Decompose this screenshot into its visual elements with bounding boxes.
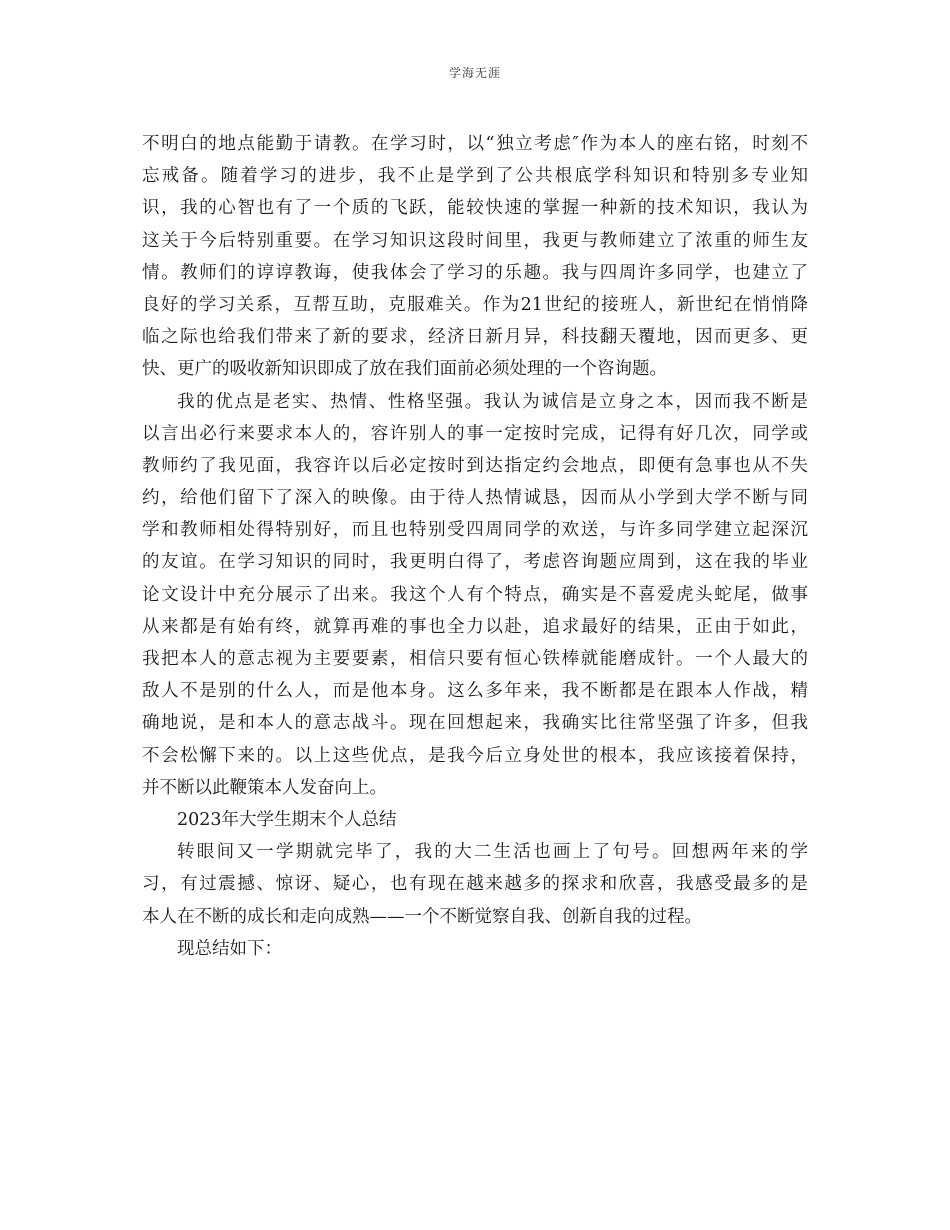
text-line: 忘戒备。随着学习的进步，我不止是学到了公共根底学科知识和特别多专业知 bbox=[142, 166, 808, 187]
text-line: 本人在不断的成长和走向成熟——一个不断觉察自我、创新自我的过程。 bbox=[142, 906, 702, 927]
text-line: 转眼间又一学期就完毕了，我的大二生活也画上了句号。回想两年来的学 bbox=[177, 842, 808, 863]
text-line: 我把本人的意志视为主要要素，相信只要有恒心铁棒就能磨成针。一个人最大的 bbox=[142, 649, 808, 669]
text-line: 不明白的地点能勤于请教。在学习时，以“独立考虑″作为本人的座右铭，时刻不 bbox=[142, 134, 808, 154]
text-line: 现总结如下： bbox=[177, 938, 282, 959]
text-line: 习，有过震撼、惊讶、疑心，也有现在越来越多的探求和欣喜，我感受最多的是 bbox=[142, 874, 808, 895]
text-line: 2023年大学生期末个人总结 bbox=[177, 809, 397, 830]
text-line: 学和教师相处得特别好，而且也特别受四周同学的欢送，与许多同学建立起深沉 bbox=[142, 520, 808, 541]
text-line: 的友谊。在学习知识的同时，我更明白得了，考虑咨询题应周到，这在我的毕业 bbox=[142, 552, 808, 573]
text-line: 识，我的心智也有了一个质的飞跃，能较快速的掌握一种新的技术知识，我认为 bbox=[142, 198, 808, 219]
text-line: 教师约了我见面，我容许以后必定按时到达指定约会地点，即便有急事也从不失 bbox=[142, 455, 808, 476]
text-line: 不会松懈下来的。以上这些优点，是我今后立身处世的根本，我应该接着保持， bbox=[142, 745, 808, 766]
text-line: 敌人不是别的什么人，而是他本身。这么多年来，我不断都是在跟本人作战，精 bbox=[142, 681, 808, 702]
text-line: 情。教师们的谆谆教诲，使我体会了学习的乐趣。我与四周许多同学，也建立了 bbox=[142, 262, 808, 283]
text-line: 约，给他们留下了深入的映像。由于待人热情诚恳，因而从小学到大学不断与同 bbox=[142, 488, 808, 509]
text-line: 以言出必行来要求本人的，容许别人的事一定按时完成，记得有好几次，同学或 bbox=[142, 423, 808, 444]
text-line: 论文设计中充分展示了出来。我这个人有个特点，确实是不喜爱虎头蛇尾，做事 bbox=[142, 584, 808, 605]
text-line: 良好的学习关系，互帮互助，克服难关。作为21世纪的接班人，新世纪在悄悄降 bbox=[142, 294, 808, 315]
text-line: 临之际也给我们带来了新的要求，经济日新月异，科技翻天覆地，因而更多、更 bbox=[142, 327, 808, 348]
text-line: 并不断以此鞭策本人发奋向上。 bbox=[142, 777, 387, 798]
text-line: 快、更广的吸收新知识即成了放在我们面前必须处理的一个咨询题。 bbox=[142, 359, 667, 380]
document-body bbox=[142, 128, 808, 965]
text-line: 我的优点是老实、热情、性格坚强。我认为诚信是立身之本，因而我不断是 bbox=[177, 391, 808, 412]
text-line: 确地说，是和本人的意志战斗。现在回想起来，我确实比往常坚强了许多，但我 bbox=[142, 713, 808, 734]
page-header: 学海无涯 bbox=[448, 66, 501, 80]
text-line: 从来都是有始有终，就算再难的事也全力以赴，追求最好的结果，正由于如此， bbox=[142, 616, 808, 637]
text-line: 这关于今后特别重要。在学习知识这段时间里，我更与教师建立了浓重的师生友 bbox=[142, 230, 808, 251]
